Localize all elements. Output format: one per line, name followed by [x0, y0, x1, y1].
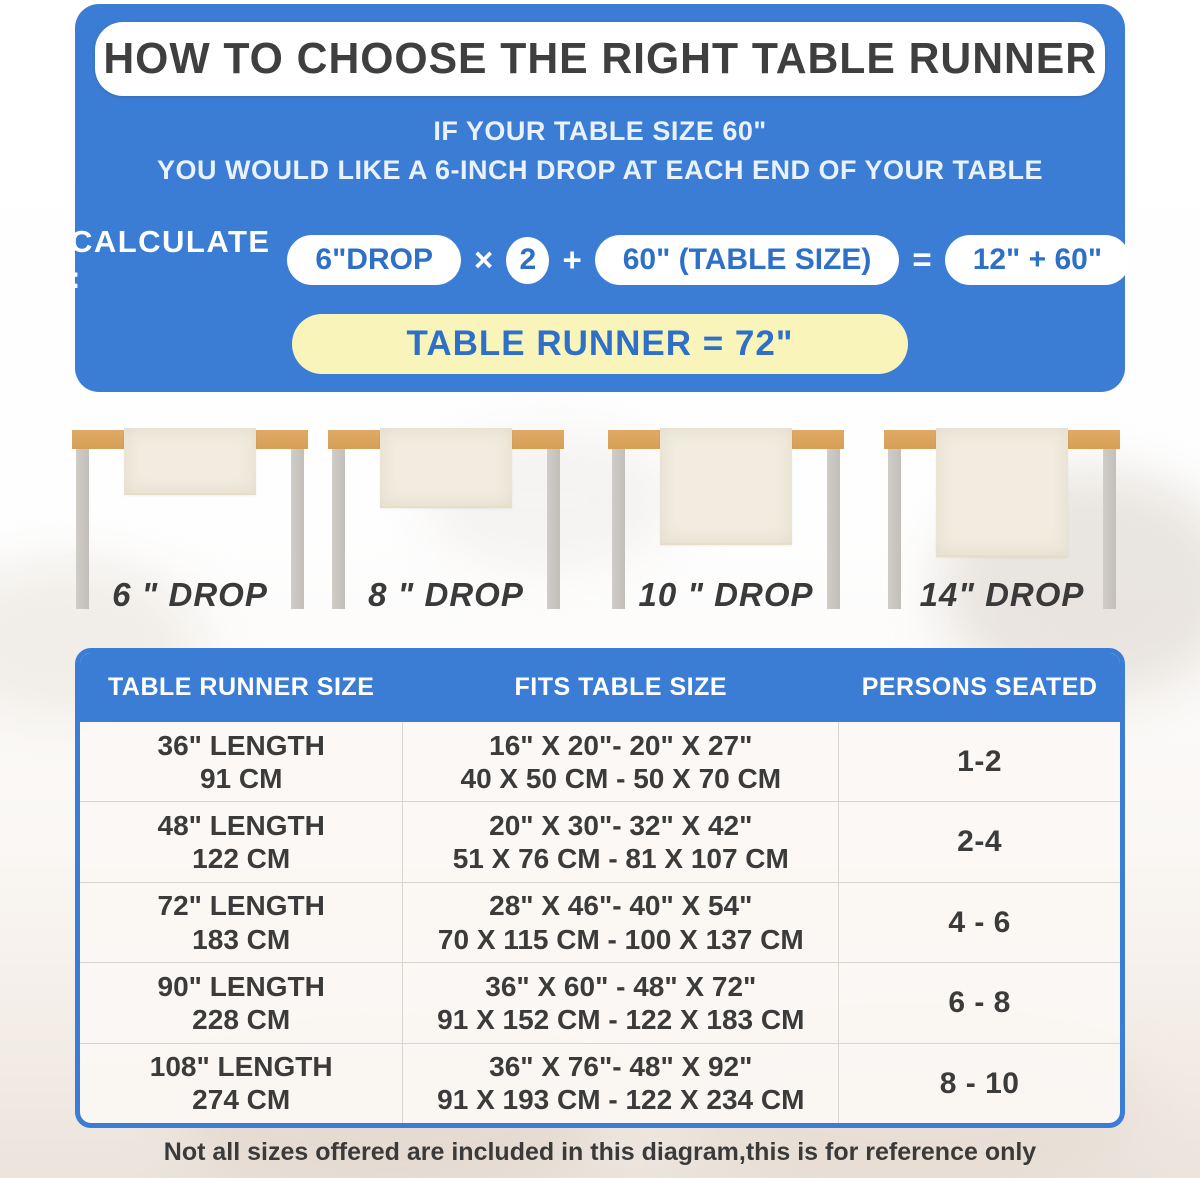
column-header-runner-size: TABLE RUNNER SIZE: [108, 673, 375, 701]
runner-size-inches: 108" LENGTH: [149, 1051, 333, 1083]
runner-size-inches: 72" LENGTH: [157, 890, 325, 922]
runner-size-cm: 183 CM: [192, 923, 291, 955]
multiplier-badge: 2: [506, 237, 549, 284]
calculation-row: [70, 224, 1130, 296]
equals-sign: =: [912, 241, 932, 278]
runner-result-pill: TABLE RUNNER = 72": [292, 314, 908, 374]
drop-label: 6 " DROP: [112, 576, 268, 613]
persons-seated-cell: 2-4: [957, 825, 1003, 859]
fits-size-cm: 70 X 115 CM - 100 X 137 CM: [437, 923, 804, 955]
table-size-pill: 60" (TABLE SIZE): [595, 235, 900, 285]
fits-size-inches: 36" X 76"- 48" X 92": [489, 1051, 753, 1083]
runner-cloth: [380, 428, 512, 508]
drop-example-8in: [328, 430, 564, 614]
table-row: [80, 882, 1120, 962]
persons-seated-cell: 6 - 8: [948, 986, 1011, 1020]
table-row: [80, 1043, 1120, 1123]
drop-label: 10 " DROP: [638, 576, 814, 613]
runner-cloth: [124, 428, 256, 495]
runner-cloth: [660, 428, 792, 545]
fits-table-cell: [402, 883, 839, 962]
runner-size-cm: 274 CM: [192, 1084, 291, 1116]
persons-seated-cell: 1-2: [957, 745, 1003, 778]
fits-table-cell: [402, 1044, 839, 1123]
runner-size-inches: 36" LENGTH: [157, 729, 325, 761]
fits-size-cm: 40 X 50 CM - 50 X 70 CM: [460, 762, 782, 794]
runner-size-cell: [80, 970, 402, 1036]
fits-table-cell: [402, 722, 839, 801]
fits-size-inches: 28" X 46"- 40" X 54": [489, 890, 753, 922]
calculate-label: CALCULATE :: [69, 224, 271, 295]
drop-label: 8 " DROP: [368, 576, 524, 613]
page-title: HOW TO CHOOSE THE RIGHT TABLE RUNNER: [103, 34, 1097, 83]
sum-pill: 12" + 60": [945, 235, 1130, 285]
runner-size-cell: [80, 729, 402, 795]
table-row: [80, 962, 1120, 1042]
runner-size-cm: 228 CM: [192, 1003, 291, 1035]
fits-size-inches: 16" X 20"- 20" X 27": [489, 729, 753, 761]
multiply-sign: ×: [473, 241, 494, 278]
fits-size-cm: 91 X 152 CM - 122 X 183 CM: [437, 1003, 805, 1035]
runner-size-inches: 48" LENGTH: [157, 810, 325, 842]
drop-value-pill: 6"DROP: [287, 235, 461, 285]
fits-table-cell: [402, 802, 839, 881]
runner-size-cm: 122 CM: [192, 843, 291, 875]
header-panel: [69, 4, 1125, 392]
drop-example-10in: [608, 430, 844, 614]
fits-size-inches: 20" X 30"- 32" X 42": [489, 810, 753, 842]
subtitle-line-2: YOU WOULD LIKE A 6-INCH DROP AT EACH END OF YOUR TABLE: [156, 155, 1044, 185]
runner-size-cell: [80, 1050, 402, 1116]
fits-size-cm: 51 X 76 CM - 81 X 107 CM: [452, 843, 789, 875]
runner-size-cm: 91 CM: [199, 762, 283, 794]
persons-seated-cell: 4 - 6: [948, 905, 1011, 939]
fits-size-inches: 36" X 60" - 48" X 72": [485, 970, 757, 1002]
table-row: [80, 801, 1120, 881]
runner-size-cell: [80, 809, 402, 875]
fits-size-cm: 91 X 193 CM - 122 X 234 CM: [437, 1084, 805, 1116]
persons-seated-cell: 8 - 10: [939, 1066, 1020, 1100]
table-body: [80, 722, 1120, 1123]
runner-size-inches: 90" LENGTH: [157, 970, 325, 1002]
drop-example-6in: [72, 430, 308, 614]
subtitle-line-1: IF YOUR TABLE SIZE 60": [433, 116, 767, 146]
size-reference-table: [75, 648, 1125, 1128]
drop-example-14in: [884, 430, 1120, 614]
runner-size-cell: [80, 889, 402, 955]
title-banner: [95, 22, 1105, 96]
disclaimer-note: Not all sizes offered are included in this diagram,this is for reference only: [163, 1138, 1037, 1166]
table-row: [80, 722, 1120, 801]
plus-sign: +: [562, 241, 582, 278]
column-header-persons: PERSONS SEATED: [861, 673, 1098, 701]
drop-label: 14" DROP: [919, 576, 1085, 613]
runner-cloth: [936, 428, 1068, 557]
fits-table-cell: [402, 963, 839, 1042]
column-header-fits-table: FITS TABLE SIZE: [514, 673, 728, 701]
table-header-row: [80, 653, 1120, 722]
